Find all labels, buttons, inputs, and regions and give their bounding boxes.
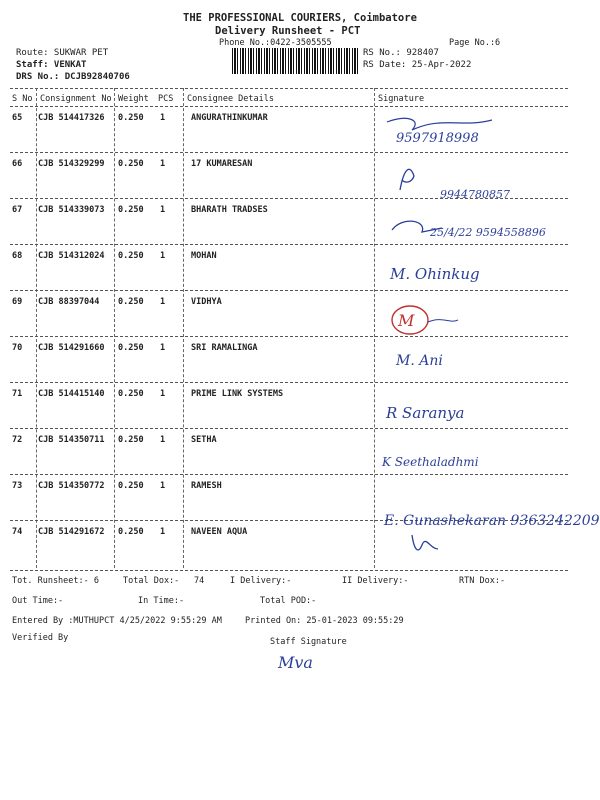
staff-signature-label: Staff Signature [270,637,347,647]
col-header-consignment: Consignment No [40,94,112,104]
signature-row-66 [392,160,572,204]
column-separator [183,88,184,568]
cell-sno: 67 [12,205,23,215]
signature-row-74 [382,505,600,567]
cell-pcs: 1 [160,527,166,537]
cell-sno: 73 [12,481,23,491]
total-dox-label: Total Dox:- [123,576,180,586]
cell-weight: 0.250 [118,481,144,491]
out-time: Out Time:- [12,596,64,606]
cell-pcs: 1 [160,435,166,445]
cell-pcs: 1 [160,343,166,353]
cell-sno: 71 [12,389,23,399]
row-divider [10,152,568,153]
svg-text:25/4/22 9594558896: 25/4/22 9594558896 [430,226,546,239]
cell-consignee: MOHAN [191,251,217,261]
signature-row-68 [388,255,548,291]
cell-weight: 0.250 [118,297,144,307]
total-runsheet: Tot. Runsheet:- 6 [12,576,99,586]
cell-consignment: CJB 514415140 [38,389,105,399]
cell-consignee: BHARATH TRADSES [191,205,268,215]
cell-weight: 0.250 [118,205,144,215]
cell-consignee: 17 KUMARESAN [191,159,253,169]
divider [10,88,568,89]
row-divider [10,382,568,383]
cell-weight: 0.250 [118,251,144,261]
cell-weight: 0.250 [118,343,144,353]
phone-number: Phone No.:0422-3505555 [219,38,332,48]
rtn-dox: RTN Dox:- [459,576,506,586]
svg-text:M. Ani: M. Ani [396,353,443,369]
cell-consignment: CJB 514339073 [38,205,105,215]
staff: Staff: VENKAT [16,60,87,70]
column-separator [36,88,37,568]
cell-consignment: CJB 514329299 [38,159,105,169]
cell-sno: 69 [12,297,23,307]
cell-consignee: NAVEEN AQUA [191,527,248,537]
signature-row-69 [388,300,508,344]
cell-sno: 70 [12,343,23,353]
svg-text:Mva: Mva [278,653,313,672]
entered-by: Entered By :MUTHUPCT 4/25/2022 9:55:29 AM [12,616,222,626]
cell-consignment: CJB 514350711 [38,435,105,445]
divider [10,106,568,107]
i-delivery: I Delivery:- [230,576,292,586]
signature-row-67 [382,208,582,252]
company-name: THE PROFESSIONAL COURIERS, Coimbatore [183,12,417,24]
cell-pcs: 1 [160,251,166,261]
ii-delivery: II Delivery:- [342,576,409,586]
barcode [232,48,360,74]
svg-text:9944780857: 9944780857 [440,188,510,201]
rs-number: RS No.: 928407 [363,48,439,58]
cell-consignment: CJB 88397044 [38,297,100,307]
cell-weight: 0.250 [118,159,144,169]
svg-text:K Seethaladhmi: K Seethaladhmi [382,455,479,469]
signature-row-72 [380,446,540,480]
cell-weight: 0.250 [118,113,144,123]
svg-text:M. Ohinkug: M. Ohinkug [390,265,480,283]
col-header-sno: S No [12,94,33,104]
cell-consignment: CJB 514291672 [38,527,105,537]
column-separator [114,88,115,568]
route: Route: SUKWAR PET [16,48,109,58]
signature-row-71 [384,396,524,432]
divider [10,570,568,571]
cell-consignment: CJB 514291660 [38,343,105,353]
total-dox-value: 74 [194,576,205,586]
cell-consignment: CJB 514350772 [38,481,105,491]
cell-sno: 65 [12,113,23,123]
cell-consignee: ANGURATHINKUMAR [191,113,268,123]
svg-text:E. Gunashekaran 9363242209: E. Gunashekaran 9363242209 [384,513,600,529]
cell-consignment: CJB 514417326 [38,113,105,123]
cell-pcs: 1 [160,205,166,215]
cell-pcs: 1 [160,159,166,169]
in-time: In Time:- [138,596,185,606]
page-number: Page No.:6 [449,38,501,48]
cell-sno: 72 [12,435,23,445]
total-pod: Total POD:- [260,596,317,606]
cell-consignee: PRIME LINK SYSTEMS [191,389,284,399]
cell-pcs: 1 [160,297,166,307]
cell-consignment: CJB 514312024 [38,251,105,261]
cell-sno: 74 [12,527,23,537]
col-header-signature: Signature [378,94,425,104]
cell-pcs: 1 [160,481,166,491]
svg-text:M: M [398,311,415,330]
drs-number: DRS No.: DCJB92840706 [16,72,130,82]
cell-sno: 66 [12,159,23,169]
col-header-pcs: PCS [158,94,174,104]
signature-text: 9597918998 [396,131,479,146]
cell-weight: 0.250 [118,527,144,537]
cell-pcs: 1 [160,113,166,123]
rs-date: RS Date: 25-Apr-2022 [363,60,472,70]
svg-text:R Saranya: R Saranya [386,404,465,422]
cell-consignee: SETHA [191,435,217,445]
cell-weight: 0.250 [118,389,144,399]
cell-pcs: 1 [160,389,166,399]
col-header-consignee: Consignee Details [187,94,274,104]
cell-consignee: VIDHYA [191,297,222,307]
cell-weight: 0.250 [118,435,144,445]
signature-row-65 [382,110,562,150]
printed-on: Printed On: 25-01-2023 09:55:29 [245,616,404,626]
cell-consignee: SRI RAMALINGA [191,343,258,353]
staff-signature [276,648,356,682]
cell-sno: 68 [12,251,23,261]
document-title: Delivery Runsheet - PCT [215,25,361,37]
signature-row-70 [392,343,512,379]
verified-by: Verified By [12,633,69,643]
col-header-weight: Weight [118,94,149,104]
column-separator [374,88,375,568]
cell-consignee: RAMESH [191,481,222,491]
